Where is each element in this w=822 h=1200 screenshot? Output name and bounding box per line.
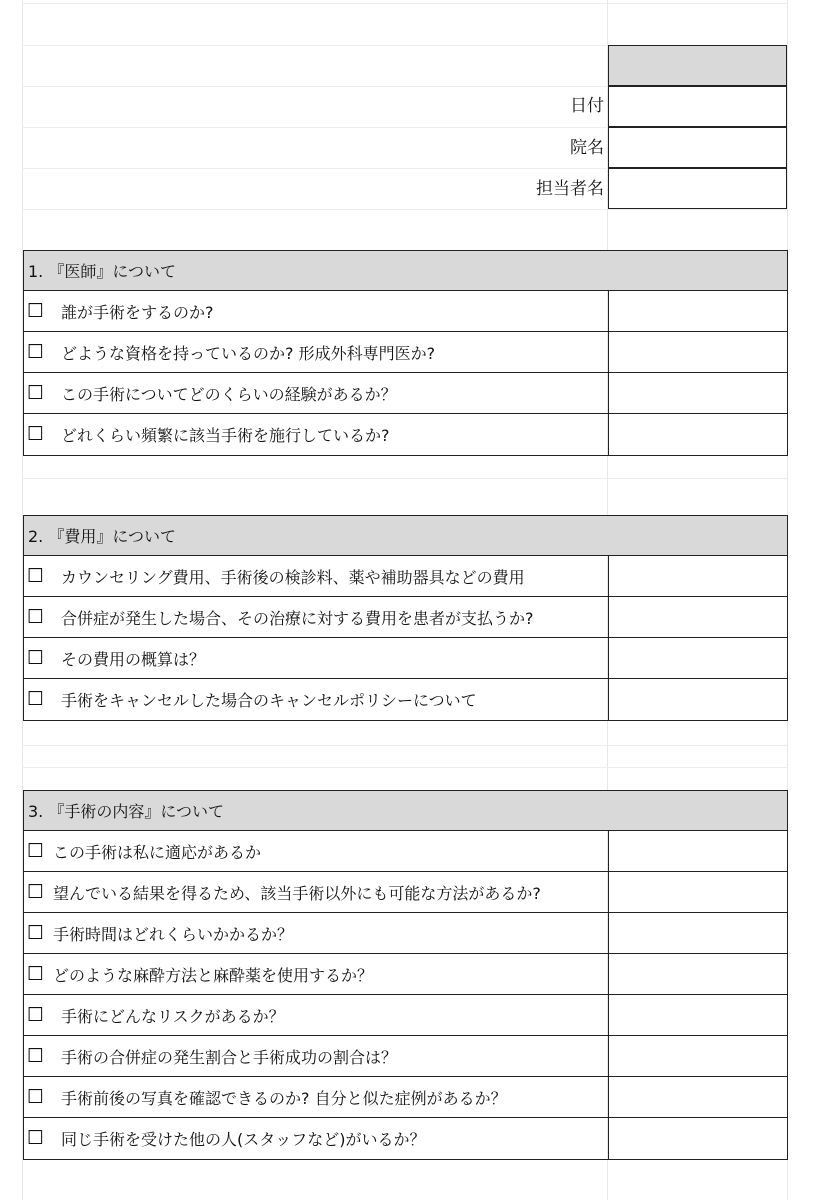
checklist-item-text: どれくらい頻繁に該当手術を施行しているか? (61, 426, 390, 445)
checklist-row (24, 831, 787, 872)
checkbox-icon[interactable]: ☐ (27, 880, 45, 903)
answer-cell[interactable] (608, 913, 787, 953)
answer-cell[interactable] (608, 638, 787, 678)
answer-cell[interactable] (608, 556, 787, 596)
checklist-row (24, 1118, 787, 1159)
checklist-row (24, 414, 787, 455)
checklist-row (24, 638, 787, 679)
staff-name-field[interactable] (608, 168, 787, 209)
checklist-row (24, 332, 787, 373)
checklist-item-text: 望んでいる結果を得るため、該当手術以外にも可能な方法があるか? (53, 883, 541, 903)
checklist-item-text: 手術の合併症の発生割合と手術成功の割合は？ (61, 1047, 398, 1067)
answer-cell[interactable] (608, 1036, 787, 1076)
checklist-item-text: 手術をキャンセルした場合のキャンセルポリシーについて (61, 691, 477, 710)
staff-name-label: 担当者名 (536, 179, 604, 199)
checkbox-icon[interactable]: ☐ (27, 1003, 45, 1026)
checklist-item-text: どのような麻酔方法と麻酔薬を使用するか？ (53, 965, 374, 985)
checklist-row (24, 913, 787, 954)
checklist-item-text: どような資格を持っているのか? 形成外科専門医か? (61, 343, 436, 363)
answer-cell[interactable] (608, 995, 787, 1035)
answer-cell[interactable] (608, 597, 787, 637)
section-title: 2. 『費用』について (24, 516, 787, 556)
answer-cell[interactable] (608, 1118, 787, 1159)
answer-cell[interactable] (608, 872, 787, 912)
checklist-row (24, 373, 787, 414)
answer-cell[interactable] (608, 414, 787, 455)
checkbox-icon[interactable]: ☐ (27, 962, 45, 985)
checkbox-icon[interactable]: ☐ (27, 1044, 45, 1067)
checkbox-icon[interactable]: ☐ (27, 839, 45, 862)
date-field[interactable] (608, 86, 787, 127)
checkbox-icon[interactable]: ☐ (27, 564, 45, 587)
checklist-row (24, 1036, 787, 1077)
answer-cell[interactable] (608, 373, 787, 413)
checklist-item-text: 誰が手術をするのか? (61, 302, 214, 322)
checklist-row (24, 1077, 787, 1118)
checklist-item-text: 同じ手術を受けた他の人(スタッフなど)がいるか？ (61, 1130, 426, 1149)
clinic-name-label: 院名 (570, 138, 604, 158)
checklist-item-text: この手術は私に適応があるか (53, 842, 262, 862)
section-title: 1. 『医師』について (24, 251, 787, 291)
checklist-row (24, 291, 787, 332)
checklist-row (24, 954, 787, 995)
checkbox-icon[interactable]: ☐ (27, 299, 45, 322)
checklist-row (24, 995, 787, 1036)
checkbox-icon[interactable]: ☐ (27, 340, 45, 363)
checkbox-icon[interactable]: ☐ (27, 921, 45, 944)
clinic-name-field[interactable] (608, 127, 787, 168)
header-blank-cell (608, 45, 787, 86)
answer-cell[interactable] (608, 954, 787, 994)
checklist-row (24, 556, 787, 597)
section-cost (23, 515, 788, 721)
checkbox-icon[interactable]: ☐ (27, 646, 45, 669)
checklist-row (24, 679, 787, 720)
answer-cell[interactable] (608, 831, 787, 871)
checklist-row (24, 597, 787, 638)
checklist-item-text: 手術時間はどれくらいかかるか？ (53, 924, 294, 944)
answer-cell[interactable] (608, 332, 787, 372)
checklist-item-text: この手術についてどのくらいの経験があるか？ (61, 384, 397, 404)
checklist-item-text: 手術前後の写真を確認できるのか? 自分と似た症例があるか？ (61, 1088, 507, 1108)
checklist-item-text: 手術にどんなリスクがあるか？ (61, 1006, 285, 1026)
checkbox-icon[interactable]: ☐ (27, 1085, 45, 1108)
section-surgery-details (23, 790, 788, 1160)
checkbox-icon[interactable]: ☐ (27, 688, 45, 710)
checkbox-icon[interactable]: ☐ (27, 381, 45, 404)
answer-cell[interactable] (608, 291, 787, 331)
section-title: 3. 『手術の内容』について (24, 791, 787, 831)
checklist-item-text: 合併症が発生した場合、その治療に対する費用を患者が支払うか? (61, 608, 534, 628)
answer-cell[interactable] (608, 1077, 787, 1117)
answer-cell[interactable] (608, 679, 787, 720)
checkbox-icon[interactable]: ☐ (27, 605, 45, 628)
checkbox-icon[interactable]: ☐ (27, 423, 45, 445)
checkbox-icon[interactable]: ☐ (27, 1127, 45, 1149)
section-doctor (23, 250, 788, 456)
date-label: 日付 (570, 96, 604, 116)
checklist-item-text: カウンセリング費用、手術後の検診料、薬や補助器具などの費用 (61, 567, 525, 587)
checklist-item-text: その費用の概算は？ (61, 649, 206, 669)
checklist-row (24, 872, 787, 913)
